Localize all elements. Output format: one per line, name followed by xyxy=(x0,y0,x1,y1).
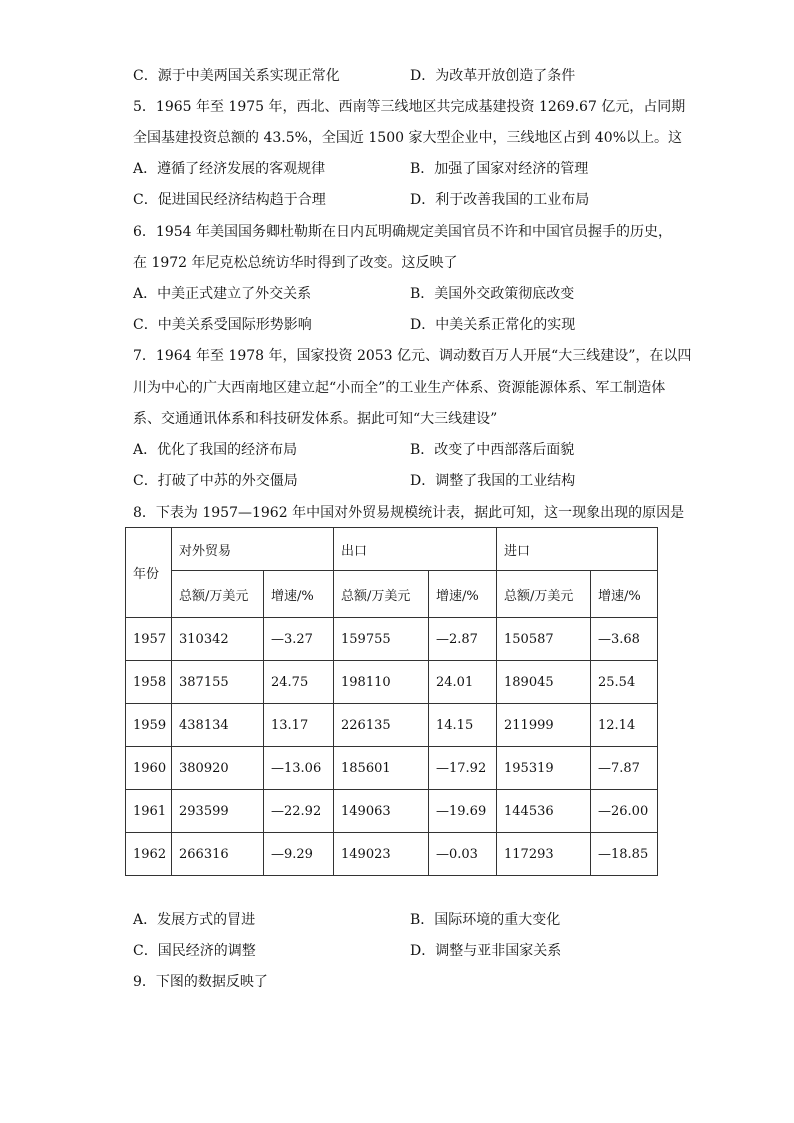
table-cell: 25.54 xyxy=(591,661,658,704)
q9-stem: 9．下图的数据反映了 xyxy=(133,974,268,990)
table-cell: —0.03 xyxy=(429,833,497,876)
q5-option-d: D．利于改善我国的工业布局 xyxy=(410,192,590,208)
subheader-cell: 增速/% xyxy=(264,571,334,618)
table-cell: 195319 xyxy=(497,747,591,790)
table-cell: 144536 xyxy=(497,790,591,833)
table-cell: 226135 xyxy=(334,704,429,747)
table-cell: —13.06 xyxy=(264,747,334,790)
table-cell: 12.14 xyxy=(591,704,658,747)
subheader-cell: 增速/% xyxy=(591,571,658,618)
q7-stem-line-3: 系、交通通讯体系和科技研发体系。据此可知“大三线建设” xyxy=(133,411,498,427)
table-row xyxy=(126,618,658,661)
subheader-cell: 总额/万美元 xyxy=(172,571,264,618)
table-cell: 150587 xyxy=(497,618,591,661)
q6-option-b: B．美国外交政策彻底改变 xyxy=(410,286,575,302)
q7-option-b: B．改变了中西部落后面貌 xyxy=(410,442,575,458)
table-cell: 189045 xyxy=(497,661,591,704)
q6-stem-line-2: 在 1972 年尼克松总统访华时得到了改变。这反映了 xyxy=(133,255,458,271)
table-cell: 1959 xyxy=(126,704,172,747)
q4-option-d: D．为改革开放创造了条件 xyxy=(410,68,576,84)
table-cell: 1960 xyxy=(126,747,172,790)
table-cell: —9.29 xyxy=(264,833,334,876)
table-cell: —3.68 xyxy=(591,618,658,661)
table-header-row-2 xyxy=(126,571,658,618)
table-cell: 387155 xyxy=(172,661,264,704)
subheader-cell: 总额/万美元 xyxy=(497,571,591,618)
subheader-cell: 总额/万美元 xyxy=(334,571,429,618)
table-cell: —2.87 xyxy=(429,618,497,661)
q5-option-c: C．促进国民经济结构趋于合理 xyxy=(133,192,326,208)
table-cell: —7.87 xyxy=(591,747,658,790)
table-cell: 14.15 xyxy=(429,704,497,747)
q5-option-b: B．加强了国家对经济的管理 xyxy=(410,161,589,177)
table-cell: 149063 xyxy=(334,790,429,833)
q7-option-a: A．优化了我国的经济布局 xyxy=(133,442,298,458)
table-cell: 13.17 xyxy=(264,704,334,747)
table-cell: 1962 xyxy=(126,833,172,876)
table-cell: 211999 xyxy=(497,704,591,747)
q5-option-a: A．遵循了经济发展的客观规律 xyxy=(133,161,326,177)
table-cell: —22.92 xyxy=(264,790,334,833)
year-header: 年份 xyxy=(126,528,172,618)
table-cell: 159755 xyxy=(334,618,429,661)
table-cell: 1961 xyxy=(126,790,172,833)
group-header-import: 进口 xyxy=(497,528,658,571)
q8-option-c: C．国民经济的调整 xyxy=(133,943,256,959)
table-cell: 198110 xyxy=(334,661,429,704)
table-cell: 1957 xyxy=(126,618,172,661)
table-header-row-1 xyxy=(126,528,658,571)
q7-stem-line-1: 7．1964 年至 1978 年，国家投资 2053 亿元、调动数百万人开展“大三线建设”，在以四 xyxy=(133,348,692,364)
q7-option-c: C．打破了中苏的外交僵局 xyxy=(133,473,298,489)
table-cell: 117293 xyxy=(497,833,591,876)
table-cell: —19.69 xyxy=(429,790,497,833)
subheader-cell: 增速/% xyxy=(429,571,497,618)
q8-stem: 8．下表为 1957—1962 年中国对外贸易规模统计表，据此可知，这一现象出现的原因是 xyxy=(133,505,685,521)
q8-option-a: A．发展方式的冒进 xyxy=(133,912,256,928)
q8-option-d: D．调整与亚非国家关系 xyxy=(410,943,562,959)
table-row xyxy=(126,704,658,747)
q6-option-d: D．中美关系正常化的实现 xyxy=(410,317,576,333)
q6-option-a: A．中美正式建立了外交关系 xyxy=(133,286,312,302)
table-cell: —17.92 xyxy=(429,747,497,790)
q6-option-c: C．中美关系受国际形势影响 xyxy=(133,317,312,333)
q6-stem-line-1: 6．1954 年美国国务卿杜勒斯在日内瓦明确规定美国官员不许和中国官员握手的历史， xyxy=(133,224,672,240)
q4-option-c: C．源于中美两国关系实现正常化 xyxy=(133,68,340,84)
table-cell: 24.75 xyxy=(264,661,334,704)
table-cell: —18.85 xyxy=(591,833,658,876)
table-cell: 438134 xyxy=(172,704,264,747)
group-header-trade: 对外贸易 xyxy=(172,528,334,571)
table-cell: 380920 xyxy=(172,747,264,790)
q7-stem-line-2: 川为中心的广大西南地区建立起“小而全”的工业生产体系、资源能源体系、军工制造体 xyxy=(133,380,666,396)
table-cell: 293599 xyxy=(172,790,264,833)
q5-stem-line-2: 全国基建投资总额的 43.5%，全国近 1500 家大型企业中，三线地区占到 40%以上。这 xyxy=(133,130,683,146)
table-row xyxy=(126,747,658,790)
table-cell: —3.27 xyxy=(264,618,334,661)
table-row xyxy=(126,833,658,876)
table-row xyxy=(126,661,658,704)
table-cell: 185601 xyxy=(334,747,429,790)
q8-option-b: B．国际环境的重大变化 xyxy=(410,912,561,928)
table-cell: 310342 xyxy=(172,618,264,661)
table-cell: 1958 xyxy=(126,661,172,704)
q5-stem-line-1: 5．1965 年至 1975 年，西北、西南等三线地区共完成基建投资 1269.67 亿元，占同期 xyxy=(133,99,686,115)
table-row xyxy=(126,790,658,833)
table-cell: —26.00 xyxy=(591,790,658,833)
trade-statistics-table xyxy=(125,527,658,876)
q7-option-d: D．调整了我国的工业结构 xyxy=(410,473,576,489)
table-cell: 266316 xyxy=(172,833,264,876)
table-cell: 149023 xyxy=(334,833,429,876)
table-cell: 24.01 xyxy=(429,661,497,704)
group-header-export: 出口 xyxy=(334,528,497,571)
